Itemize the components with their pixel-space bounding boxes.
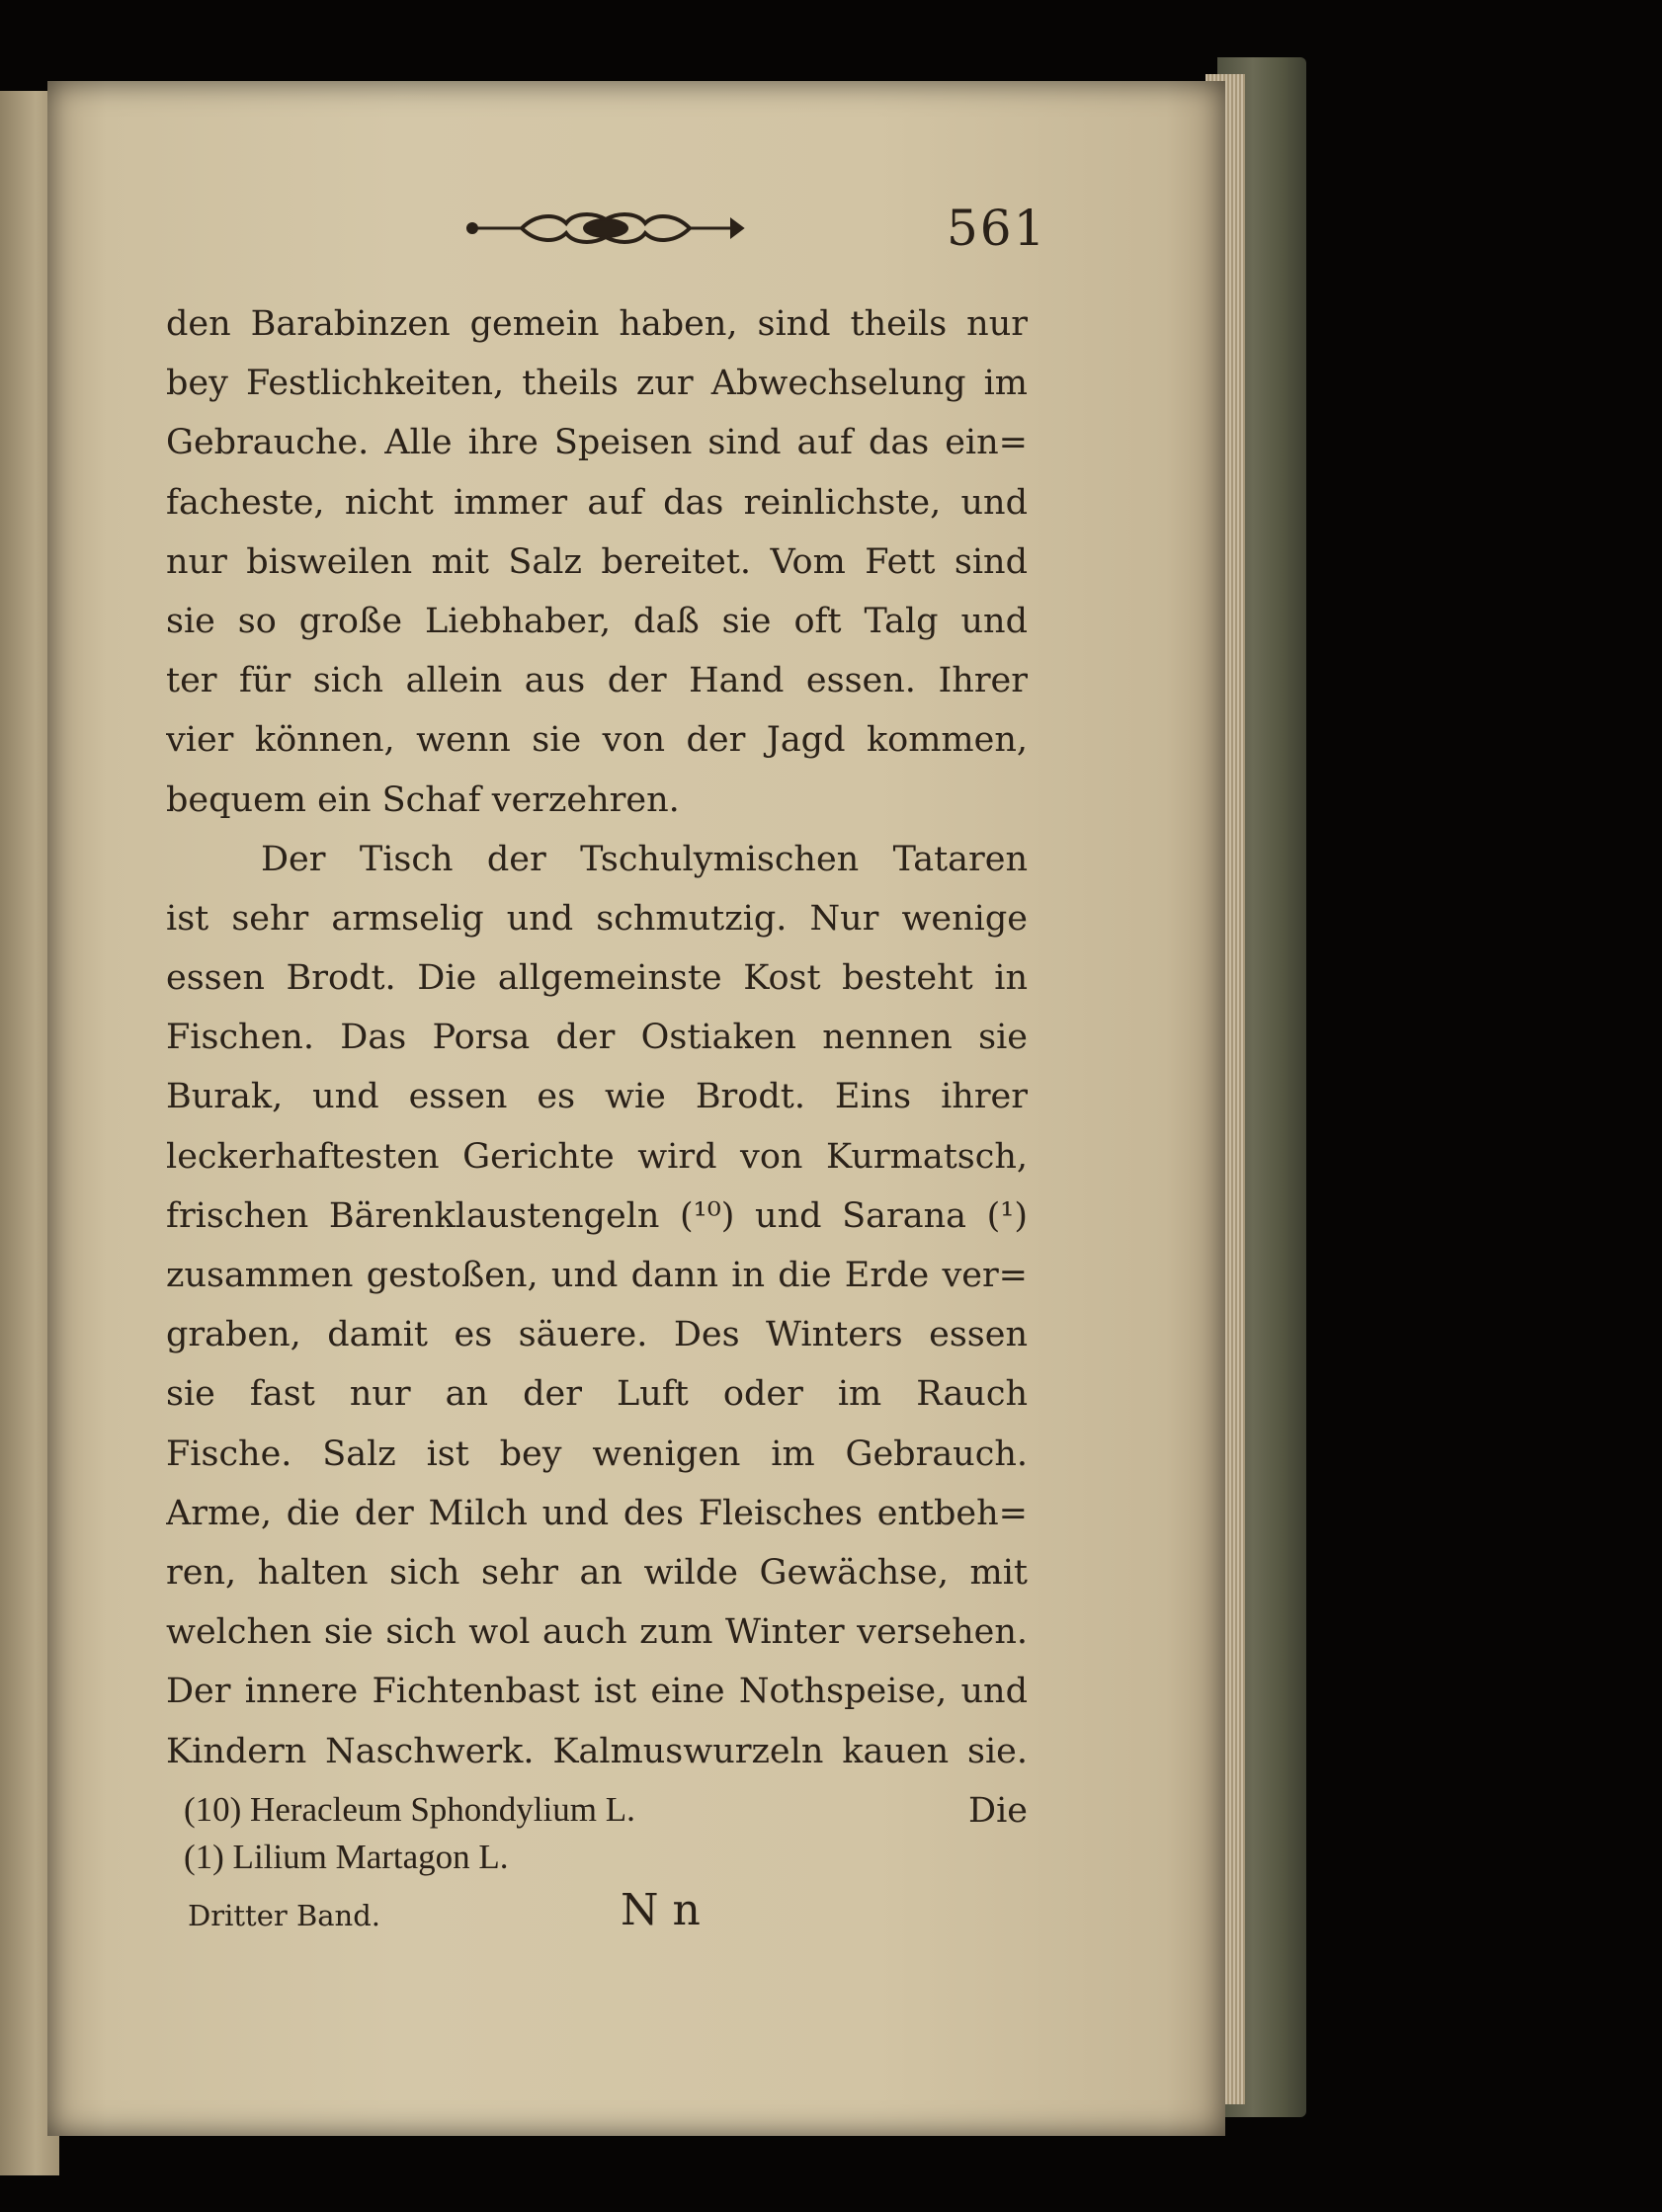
text-line: facheste, nicht immer auf das reinlichste, und: [166, 482, 1028, 523]
text-line: bey Festlichkeiten, theils zur Abwechselung im: [166, 364, 1028, 404]
text-line: Fische. Salz ist bey wenigen im Gebrauch.: [166, 1434, 1028, 1474]
text-line: sie fast nur an der Luft oder im Rauch: [166, 1374, 1028, 1415]
text-line: Arme, die der Milch und des Fleisches entbeh=: [166, 1493, 1028, 1533]
text-line: frischen Bärenklaustengeln (¹⁰) und Sarana (¹): [166, 1195, 1028, 1236]
signature-volume: Dritter Band.: [188, 1899, 380, 1932]
text-line: sie so große Liebhaber, daß sie oft Talg und: [166, 601, 1028, 641]
text-line: ist sehr armselig und schmutzig. Nur wenige: [166, 898, 1028, 939]
text-line: essen Brodt. Die allgemeinste Kost besteht in: [166, 958, 1028, 999]
text-line: ren, halten sich sehr an wilde Gewächse, mit: [166, 1552, 1028, 1593]
text-line: vier können, wenn sie von der Jagd kommen,: [166, 720, 1028, 761]
text-line: nur bisweilen mit Salz bereitet. Vom Fett sind: [166, 541, 1028, 582]
text-line: graben, damit es säuere. Des Winters essen: [166, 1315, 1028, 1355]
body-text: [166, 294, 1028, 1841]
text-line: bequem ein Schaf verzehren.: [166, 779, 680, 820]
signature-mark: N n: [621, 1885, 701, 1935]
text-line: Gebrauche. Alle ihre Speisen sind auf das ein=: [166, 423, 1028, 463]
text-line: Burak, und essen es wie Brodt. Eins ihrer: [166, 1077, 1028, 1117]
text-line: Fischen. Das Porsa der Ostiaken nennen sie: [166, 1018, 1028, 1058]
header-ornament: [462, 205, 749, 251]
text-line: welchen sie sich wol auch zum Winter versehen.: [166, 1612, 1028, 1653]
page-number: 561: [947, 200, 1047, 257]
footnote-10: (10) Heracleum Sphondylium L.: [184, 1790, 635, 1829]
text-line: Der Tisch der Tschulymischen Tataren: [261, 839, 1028, 879]
text-line: ter für sich allein aus der Hand essen. Ihrer: [166, 661, 1028, 701]
text-line: Kindern Naschwerk. Kalmuswurzeln kauen sie.: [166, 1731, 1028, 1771]
footnote-1: (1) Lilium Martagon L.: [184, 1838, 509, 1876]
text-line: leckerhaftesten Gerichte wird von Kurmatsch,: [166, 1136, 1028, 1177]
text-line: Der innere Fichtenbast ist eine Nothspeise, und: [166, 1672, 1028, 1712]
text-line: den Barabinzen gemein haben, sind theils nur: [166, 304, 1028, 344]
text-line: zusammen gestoßen, und dann in die Erde ver=: [166, 1256, 1028, 1295]
catchword: Die: [968, 1790, 1028, 1831]
